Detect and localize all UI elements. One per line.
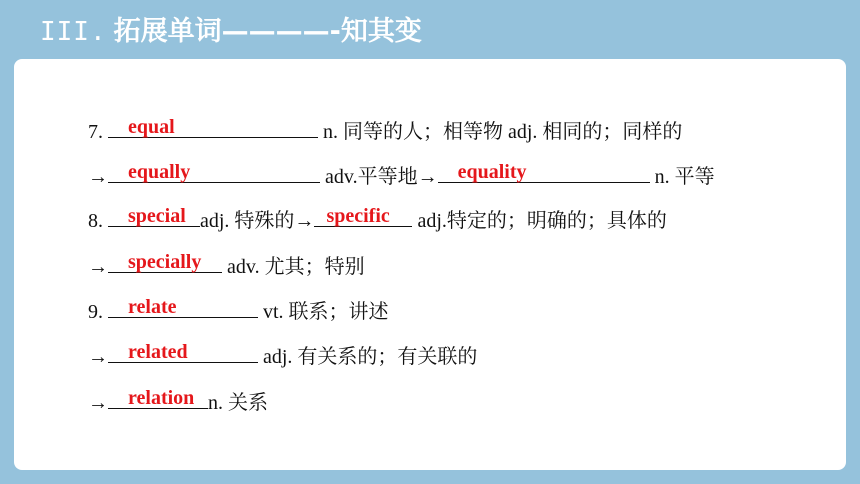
exercise-line-7-derived: [88, 162, 715, 192]
exercise-line-9-derived-a: [88, 342, 477, 372]
exercise-line-7: [88, 117, 682, 147]
definition-text: vt. 联系；讲述: [258, 301, 389, 323]
answer-blank: [108, 388, 208, 409]
exercise-line-9-derived-b: [88, 388, 268, 418]
answer-blank: [108, 206, 200, 227]
arrow-symbol: →: [88, 346, 108, 368]
answer-blank: [108, 342, 258, 363]
exercise-line-9: [88, 297, 389, 327]
definition-text: adv.平等地→: [320, 166, 438, 188]
answer-text: relation: [128, 387, 195, 409]
answer-blank: [108, 252, 222, 273]
answer-blank: [108, 162, 320, 183]
definition-text: adv. 尤其；特别: [222, 256, 365, 278]
arrow-symbol: →: [88, 256, 108, 278]
definition-text: n. 平等: [649, 166, 715, 188]
answer-text: related: [128, 341, 188, 363]
section-heading: 拓展单词————-知其变: [113, 16, 422, 47]
item-number: 7.: [88, 121, 108, 143]
answer-text: specific: [326, 205, 390, 227]
answer-blank: [438, 162, 650, 183]
section-title: [40, 12, 422, 52]
answer-text: equal: [128, 116, 175, 138]
answer-text: equally: [128, 161, 191, 183]
exercise-line-8-derived: [88, 252, 365, 282]
answer-text: equality: [457, 161, 527, 183]
answer-blank: [108, 117, 318, 138]
section-number: III.: [40, 17, 107, 47]
definition-text: adj. 有关系的；有关联的: [258, 346, 478, 368]
answer-text: specially: [128, 251, 202, 273]
arrow-symbol: →: [88, 392, 108, 414]
answer-text: special: [128, 205, 186, 227]
definition-text: adj. 特殊的→: [200, 210, 315, 232]
definition-text: adj.特定的；明确的；具体的: [412, 210, 667, 232]
definition-text: n. 关系: [208, 392, 268, 414]
arrow-symbol: →: [88, 166, 108, 188]
exercise-line-8: [88, 206, 667, 236]
answer-blank: [314, 206, 412, 227]
item-number: 9.: [88, 301, 108, 323]
answer-text: relate: [128, 296, 177, 318]
answer-blank: [108, 297, 258, 318]
definition-text: n. 同等的人；相等物 adj. 相同的；同样的: [318, 121, 683, 143]
item-number: 8.: [88, 210, 108, 232]
